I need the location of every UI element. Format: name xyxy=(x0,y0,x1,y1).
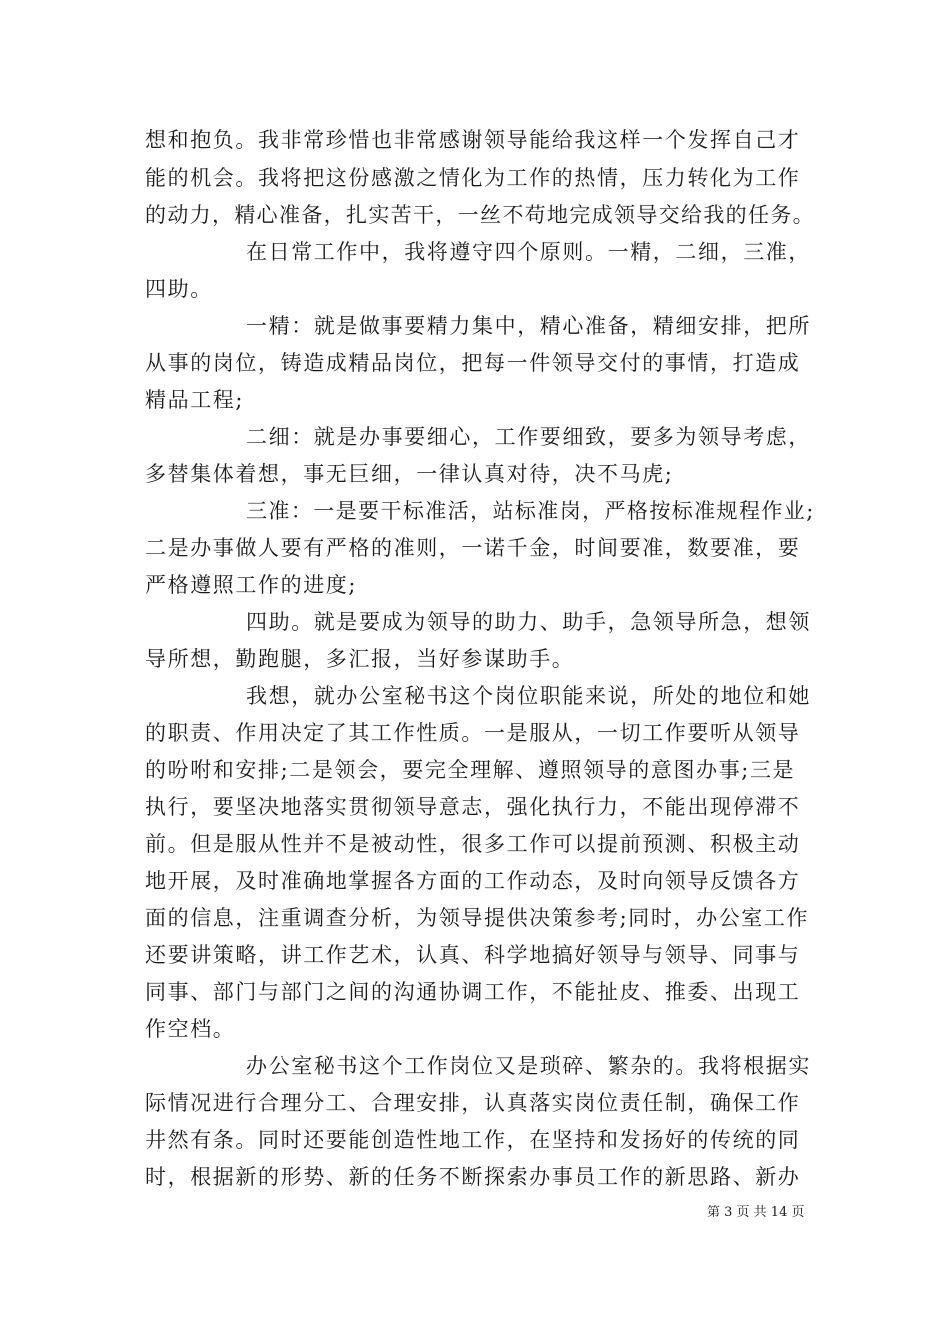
text-line: 四助。 xyxy=(145,277,213,301)
paragraph-start-line: 四助。就是要成为领导的助力、助手，急领导所急，想领 xyxy=(246,610,811,634)
text-line: 执行，要坚决地落实贯彻领导意志，强化执行力，不能出现停滞不 xyxy=(145,795,801,819)
text-line: 的动力，精心准备，扎实苦干，一丝不苟地完成领导交给我的任务。 xyxy=(145,203,815,227)
text-line: 二是办事做人要有严格的准则，一诺千金，时间要准，数要准，要 xyxy=(145,536,801,560)
paragraph-start-line: 一精：就是做事要精力集中，精心准备，精细安排，把所 xyxy=(246,314,811,338)
text-line: 面的信息，注重调查分析，为领导提供决策参考;同时，办公室工作 xyxy=(145,906,810,930)
text-line: 时，根据新的形势、新的任务不断探索办事员工作的新思路、新办 xyxy=(145,1165,801,1189)
text-line: 能的机会。我将把这份感激之情化为工作的热情，压力转化为工作 xyxy=(145,166,801,190)
text-line: 还要讲策略，讲工作艺术，认真、科学地搞好领导与领导、同事与 xyxy=(145,943,801,967)
text-line: 想和抱负。我非常珍惜也非常感谢领导能给我这样一个发挥自己才 xyxy=(145,128,801,152)
text-line: 前。但是服从性并不是被动性，很多工作可以提前预测、积极主动 xyxy=(145,832,801,856)
text-line: 的职责、作用决定了其工作性质。一是服从，一切工作要听从领导 xyxy=(145,721,801,745)
paragraph-start-line: 三准：一是要干标准活，站标准岗，严格按标准规程作业; xyxy=(246,499,815,523)
paragraph-start-line: 我想，就办公室秘书这个岗位职能来说，所处的地位和她 xyxy=(246,684,811,708)
text-line: 际情况进行合理分工、合理安排，认真落实岗位责任制，确保工作 xyxy=(145,1091,801,1115)
text-line: 井然有条。同时还要能创造性地工作，在坚持和发扬好的传统的同 xyxy=(145,1128,801,1152)
text-line: 地开展，及时准确地掌握各方面的工作动态，及时向领导反馈各方 xyxy=(145,869,801,893)
text-line: 导所想，勤跑腿，多汇报，当好参谋助手。 xyxy=(145,647,575,671)
text-line: 作空档。 xyxy=(145,1017,236,1041)
text-line: 严格遵照工作的进度; xyxy=(145,573,358,597)
text-line: 精品工程; xyxy=(145,388,245,412)
page-number: 第 3 页 共 14 页 xyxy=(707,1205,805,1220)
text-line: 从事的岗位，铸造成精品岗位，把每一件领导交付的事情，打造成 xyxy=(145,351,801,375)
text-line: 的吩咐和安排;二是领会，要完全理解、遵照领导的意图办事;三是 xyxy=(145,758,796,782)
paragraph-start-line: 二细：就是办事要细心，工作要细致，要多为领导考虑， xyxy=(246,425,811,449)
text-line: 多替集体着想，事无巨细，一律认真对待，决不马虎; xyxy=(145,462,674,486)
text-line: 同事、部门与部门之间的沟通协调工作，不能扯皮、推委、出现工 xyxy=(145,980,801,1004)
paragraph-start-line: 在日常工作中，我将遵守四个原则。一精，二细，三准， xyxy=(246,240,811,264)
paragraph-start-line: 办公室秘书这个工作岗位又是琐碎、繁杂的。我将根据实 xyxy=(246,1054,811,1078)
